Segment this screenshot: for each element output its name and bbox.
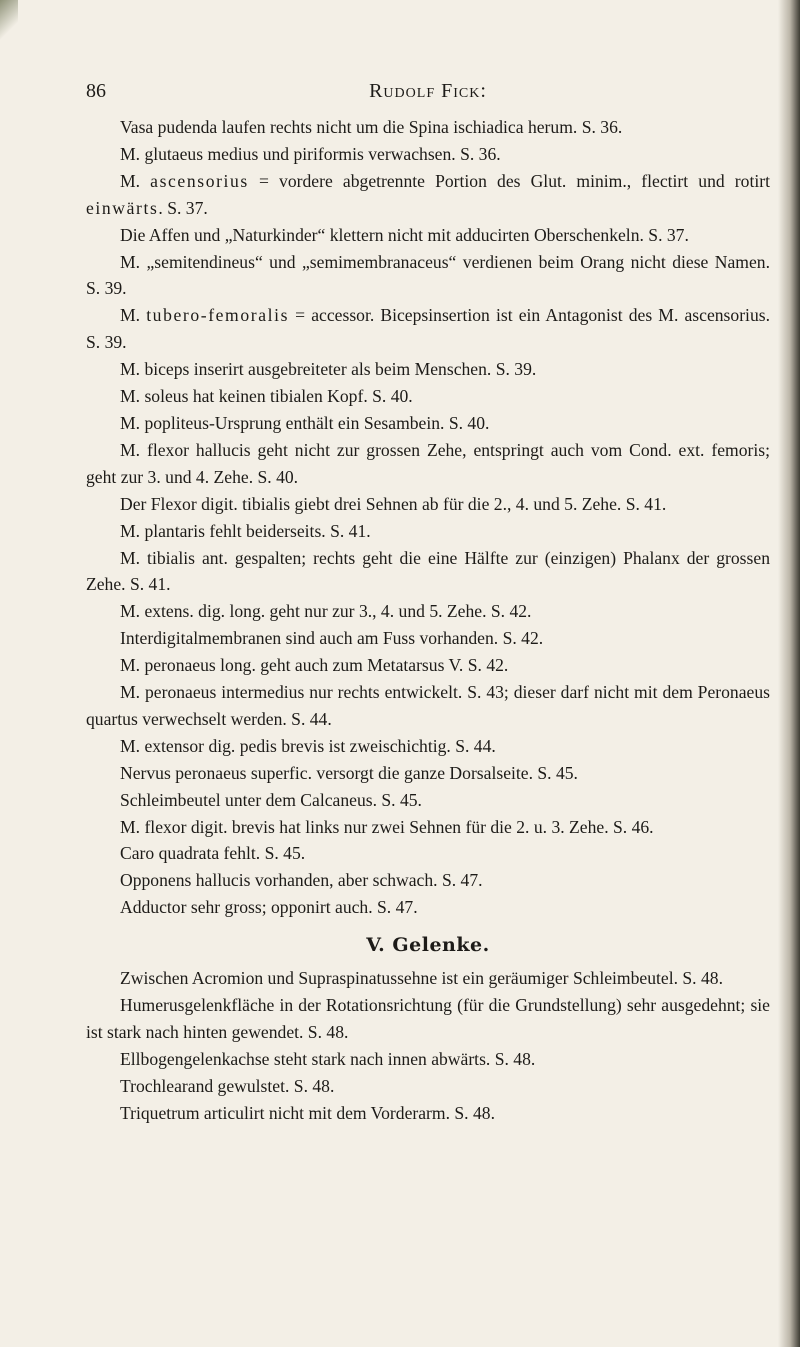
paragraph: Caro quadrata fehlt. S. 45. xyxy=(120,843,306,864)
paragraph: Humerusgelenkfläche in der Rotationsrichtung (für die Grundstellung) sehr ausgedehnt; sie ist stark nach hinten gewendet. S. 48. xyxy=(86,995,770,1042)
paragraph: M. peronaeus intermedius nur rechts entwickelt. S. 43; dieser darf nicht mit dem Peronaeus quartus verwechselt werden. S. 44. xyxy=(86,682,770,729)
paragraph: M. glutaeus medius und piriformis verwachsen. S. 36. xyxy=(120,143,501,164)
paragraph: M. extens. dig. long. geht nur zur 3., 4. und 5. Zehe. S. 42. xyxy=(120,601,532,622)
paragraphs-after-section xyxy=(86,965,770,1126)
paragraph xyxy=(86,302,770,356)
paragraph: Die Affen und „Naturkinder“ klettern nicht mit adducirten Oberschenkeln. S. 37. xyxy=(120,224,689,245)
paragraph: Der Flexor digit. tibialis giebt drei Sehnen ab für die 2., 4. und 5. Zehe. S. 41. xyxy=(120,493,667,514)
page-number: 86 xyxy=(86,80,106,102)
paragraph xyxy=(86,168,770,222)
section-heading: V. Gelenke. xyxy=(366,934,490,957)
paragraph: M. „semitendineus“ und „semimembranaceus“ verdienen beim Orang nicht diese Namen. S. 39. xyxy=(86,251,770,299)
paragraph: Adductor sehr gross; opponirt auch. S. 47. xyxy=(120,897,418,918)
paragraph: Nervus peronaeus superfic. versorgt die ganze Dorsalseite. S. 45. xyxy=(120,762,578,783)
text-run: = accessor. Bicepsinsertion ist ein Antagonist des M. ascensorius. S. 39. xyxy=(86,305,770,353)
paragraph: M. flexor hallucis geht nicht zur grossen Zehe, entspringt auch vom Cond. ext. femoris; geht zur 3. und 4. Zehe. S. 40. xyxy=(86,439,770,487)
binding-edge-shadow xyxy=(778,0,800,1347)
running-head: Rudolf Fick: xyxy=(369,80,487,102)
spaced-term: ascensorius xyxy=(150,170,249,191)
paragraph: M. tibialis ant. gespalten; rechts geht die eine Hälfte zur (einzigen) Phalanx der grossen Zehe. S. 41. xyxy=(86,547,770,595)
paragraph: M. soleus hat keinen tibialen Kopf. S. 40. xyxy=(120,386,413,407)
page-header xyxy=(86,76,770,106)
spaced-term: tubero-femoralis xyxy=(146,305,290,326)
paragraph: Triquetrum articulirt nicht mit dem Vorderarm. S. 48. xyxy=(120,1102,495,1123)
paragraph: M. peronaeus long. geht auch zum Metatarsus V. S. 42. xyxy=(120,655,509,676)
paragraph: Opponens hallucis vorhanden, aber schwach. S. 47. xyxy=(120,870,483,891)
body-text xyxy=(86,114,770,1127)
text-run: M. xyxy=(120,305,147,326)
paragraph: M. biceps inserirt ausgebreiteter als beim Menschen. S. 39. xyxy=(120,359,537,380)
text-run: = vordere abgetrennte Portion des Glut. minim., flectirt und rotirt xyxy=(248,170,770,191)
text-run: . S. 37. xyxy=(158,197,208,218)
paragraph: Vasa pudenda laufen rechts nicht um die Spina ischiadica herum. S. 36. xyxy=(120,117,623,137)
paragraph: Trochlearand gewulstet. S. 48. xyxy=(120,1075,335,1096)
paragraph: Interdigitalmembranen sind auch am Fuss vorhanden. S. 42. xyxy=(120,628,544,649)
paragraph: Schleimbeutel unter dem Calcaneus. S. 45. xyxy=(120,789,422,810)
paragraphs-before-section xyxy=(86,114,770,921)
paragraph: Zwischen Acromion und Supraspinatussehne ist ein geräumiger Schleimbeutel. S. 48. xyxy=(120,968,723,989)
paragraph: M. plantaris fehlt beiderseits. S. 41. xyxy=(120,520,371,541)
paragraph: M. extensor dig. pedis brevis ist zweischichtig. S. 44. xyxy=(120,735,496,756)
text-run: M. xyxy=(120,170,151,191)
page-corner-stain xyxy=(0,0,18,40)
paragraph: Ellbogengelenkachse steht stark nach innen abwärts. S. 48. xyxy=(120,1048,536,1069)
paragraph: M. popliteus-Ursprung enthält ein Sesambein. S. 40. xyxy=(120,412,490,433)
paragraph: M. flexor digit. brevis hat links nur zwei Sehnen für die 2. u. 3. Zehe. S. 46. xyxy=(120,816,654,837)
spaced-term: einwärts xyxy=(86,197,159,218)
